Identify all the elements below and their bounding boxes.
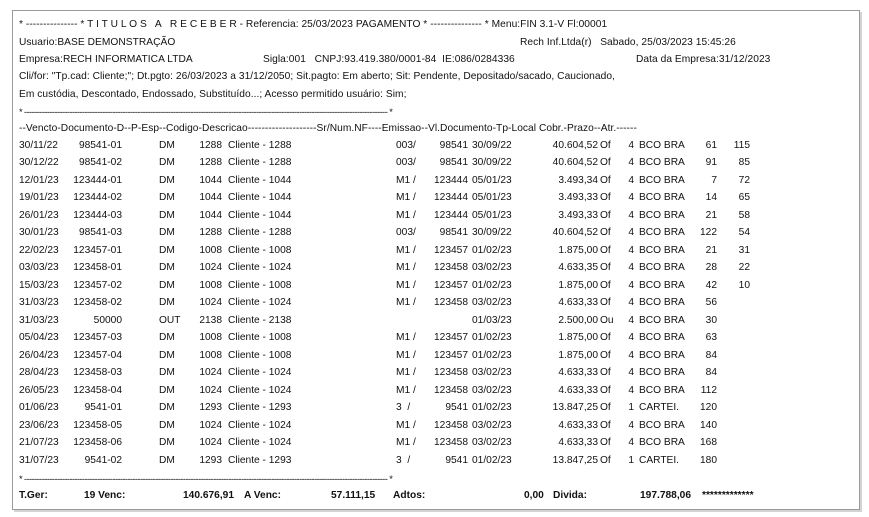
cell-documento: 123458-03 — [73, 367, 122, 379]
cell-local: 4 — [628, 349, 634, 361]
cell-valor: 4.633,33 — [558, 297, 598, 309]
cell-vencto: 05/04/23 — [19, 332, 59, 344]
cell-local: 4 — [628, 419, 634, 431]
cell-num-nf: 123457 — [434, 279, 468, 291]
cell-tipo: Of — [600, 262, 611, 274]
cell-documento: 123458-05 — [73, 419, 122, 431]
filter-line-1: Cli/for: "Tp.cad: Cliente;"; Dt.pgto: 26/03/2023 a 31/12/2050; Sit.pagto: Em aberto; Sit: Pendente, Depositado/sacado, Caucionado, — [19, 71, 615, 82]
cell-especie: DM — [159, 384, 175, 396]
cell-prazo: 21 — [705, 244, 717, 256]
cell-descricao: Cliente - 1288 — [228, 140, 292, 151]
cell-serie: M1 / — [396, 262, 416, 274]
cell-local: 4 — [628, 174, 634, 186]
cell-vencto: 21/07/23 — [19, 437, 59, 449]
cell-codigo: 1288 — [199, 140, 222, 151]
cell-atraso: 115 — [733, 140, 750, 151]
cell-emissao: 01/02/23 — [472, 349, 512, 361]
cell-atraso: 31 — [738, 244, 750, 256]
table-row — [0, 294, 869, 311]
cell-vencto: 03/03/23 — [19, 262, 59, 274]
table-row — [0, 189, 869, 206]
cell-especie: DM — [159, 437, 175, 449]
cell-num-nf: 123444 — [434, 209, 468, 221]
cell-serie: 003/ — [396, 227, 416, 239]
cell-especie: DM — [159, 140, 175, 151]
cell-cobranca: BCO BRA — [639, 209, 685, 221]
cell-vencto: 30/12/22 — [19, 157, 59, 169]
separator-top: * ------------------------------------------------------------------------------------------------------------------------------------------------ * — [19, 106, 393, 117]
cell-local: 4 — [628, 157, 634, 169]
cell-tipo: Ou — [600, 314, 614, 326]
cell-cobranca: BCO BRA — [639, 192, 685, 204]
cell-tipo: Of — [600, 297, 611, 309]
cell-codigo: 1044 — [199, 192, 222, 204]
cell-serie: M1 / — [396, 332, 416, 344]
cell-emissao: 30/09/22 — [472, 157, 512, 169]
cell-serie: M1 / — [396, 297, 416, 309]
cell-emissao: 05/01/23 — [472, 192, 512, 204]
cell-documento: 123444-03 — [73, 209, 122, 221]
cell-atraso: 85 — [738, 157, 750, 169]
totals-row — [0, 487, 869, 504]
cell-atraso: 54 — [738, 227, 750, 239]
cell-num-nf: 123457 — [434, 244, 468, 256]
cell-valor: 13.847,25 — [552, 402, 598, 414]
cell-descricao: Cliente - 1293 — [228, 402, 292, 414]
cell-cobranca: BCO BRA — [639, 437, 685, 449]
cell-serie: 003/ — [396, 157, 416, 169]
separator-bottom: * ------------------------------------------------------------------------------------------------------------------------------------------------ * — [19, 473, 393, 484]
adtos-label: Adtos: — [393, 490, 426, 501]
cell-prazo: 56 — [705, 297, 717, 309]
cell-cobranca: BCO BRA — [639, 297, 685, 309]
cell-serie: M1 / — [396, 209, 416, 221]
cell-cobranca: BCO BRA — [639, 314, 685, 326]
cell-codigo: 1024 — [199, 384, 222, 396]
cell-cobranca: BCO BRA — [639, 367, 685, 379]
cell-cobranca: BCO BRA — [639, 384, 685, 396]
cell-prazo: 63 — [705, 332, 717, 344]
venc-count: 19 Venc: — [84, 490, 126, 501]
cell-codigo: 1024 — [199, 437, 222, 449]
filter-line-2: Em custódia, Descontado, Endossado, Substituído...; Acesso permitido usuário: Sim; — [19, 89, 407, 100]
cell-tipo: Of — [600, 192, 611, 204]
cell-num-nf: 123444 — [434, 174, 468, 186]
cell-local: 4 — [628, 262, 634, 274]
avenc-value: 57.111,15 — [331, 490, 376, 501]
cell-valor: 1.875,00 — [558, 279, 598, 291]
cell-codigo: 1044 — [199, 209, 222, 221]
divida-label: Divida: — [553, 490, 587, 501]
table-row — [0, 172, 869, 189]
cell-serie: 003/ — [396, 140, 416, 151]
sigla-cnpj-ie: Sigla:001 CNPJ:93.419.380/0001-84 IE:086/0284336 — [263, 54, 515, 65]
cell-serie: M1 / — [396, 437, 416, 449]
cell-prazo: 14 — [705, 192, 717, 204]
cell-codigo: 1288 — [199, 157, 222, 169]
table-row — [0, 329, 869, 346]
total-label: T.Ger: — [19, 490, 48, 501]
cell-descricao: Cliente - 1024 — [228, 297, 292, 309]
cell-documento: 123457-03 — [73, 332, 122, 344]
table-row — [0, 399, 869, 416]
cell-emissao: 03/02/23 — [472, 262, 512, 274]
cell-codigo: 1024 — [199, 367, 222, 379]
cell-emissao: 05/01/23 — [472, 209, 512, 221]
cell-local: 4 — [628, 297, 634, 309]
cell-emissao: 03/02/23 — [472, 367, 512, 379]
cell-valor: 40.604,52 — [552, 157, 598, 169]
cell-documento: 98541-02 — [78, 157, 122, 169]
divida-value: 197.788,06 — [640, 490, 691, 501]
cell-prazo: 140 — [700, 419, 717, 431]
cell-vencto: 31/03/23 — [19, 314, 59, 326]
cell-valor: 4.633,33 — [558, 419, 598, 431]
cell-documento: 123458-06 — [73, 437, 122, 449]
cell-vencto: 26/05/23 — [19, 384, 59, 396]
venc-value: 140.676,91 — [183, 490, 234, 501]
cell-descricao: Cliente - 1024 — [228, 384, 292, 396]
cell-especie: DM — [159, 244, 175, 256]
cell-prazo: 180 — [700, 454, 717, 466]
cell-serie: 3 / — [396, 402, 411, 414]
cell-vencto: 01/06/23 — [19, 402, 59, 414]
cell-especie: DM — [159, 279, 175, 291]
cell-local: 4 — [628, 227, 634, 239]
cell-num-nf: 123458 — [434, 262, 468, 274]
cell-documento: 9541-02 — [84, 454, 122, 466]
cell-especie: DM — [159, 332, 175, 344]
cell-especie: DM — [159, 192, 175, 204]
cell-especie: DM — [159, 174, 175, 186]
cell-local: 4 — [628, 279, 634, 291]
cell-descricao: Cliente - 1008 — [228, 244, 292, 256]
cell-num-nf: 123458 — [434, 437, 468, 449]
cell-atraso: 22 — [738, 262, 750, 274]
cell-tipo: Of — [600, 157, 611, 169]
cell-valor: 4.633,33 — [558, 384, 598, 396]
cell-valor: 4.633,33 — [558, 437, 598, 449]
cell-prazo: 122 — [700, 227, 717, 239]
cell-especie: DM — [159, 262, 175, 274]
table-row — [0, 224, 869, 241]
cell-local: 4 — [628, 384, 634, 396]
cell-vencto: 31/03/23 — [19, 297, 59, 309]
cell-valor: 3.493,33 — [558, 192, 598, 204]
cell-vencto: 31/07/23 — [19, 454, 59, 466]
cell-local: 1 — [628, 402, 634, 414]
cell-documento: 98541-03 — [78, 227, 122, 239]
cell-tipo: Of — [600, 454, 611, 466]
cell-num-nf: 123458 — [434, 297, 468, 309]
table-row — [0, 207, 869, 224]
cell-especie: DM — [159, 157, 175, 169]
cell-valor: 40.604,52 — [552, 140, 598, 151]
cell-vencto: 26/04/23 — [19, 349, 59, 361]
cell-valor: 4.633,35 — [558, 262, 598, 274]
cell-num-nf: 123444 — [434, 192, 468, 204]
cell-emissao: 01/02/23 — [472, 402, 512, 414]
cell-descricao: Cliente - 1044 — [228, 174, 292, 186]
table-row — [0, 259, 869, 276]
cell-serie: 3 / — [396, 454, 411, 466]
cell-emissao: 03/02/23 — [472, 437, 512, 449]
cell-vencto: 12/01/23 — [19, 174, 59, 186]
cell-descricao: Cliente - 1288 — [228, 227, 292, 239]
cell-descricao: Cliente - 1024 — [228, 419, 292, 431]
cell-emissao: 01/03/23 — [472, 314, 512, 326]
cell-num-nf: 123458 — [434, 384, 468, 396]
cell-valor: 2.500,00 — [558, 314, 598, 326]
cell-valor: 4.633,33 — [558, 367, 598, 379]
table-row — [0, 242, 869, 259]
table-row — [0, 417, 869, 434]
cell-cobranca: BCO BRA — [639, 349, 685, 361]
table-row — [0, 452, 869, 469]
report-title-line: * --------------- * T I T U L O S A R E C E B E R - Referencia: 25/03/2023 PAGAMENTO * --------------- * Menu:FIN 3.1-V Fl:00001 — [19, 19, 608, 30]
cell-codigo: 1293 — [199, 454, 222, 466]
cell-prazo: 91 — [705, 157, 717, 169]
cell-codigo: 1293 — [199, 402, 222, 414]
cell-documento: 123457-04 — [73, 349, 122, 361]
cell-documento: 123458-01 — [73, 262, 122, 274]
table-row — [0, 137, 869, 154]
cell-documento: 123457-01 — [73, 244, 122, 256]
cell-prazo: 7 — [711, 174, 717, 186]
cell-vencto: 15/03/23 — [19, 279, 59, 291]
cell-local: 4 — [628, 314, 634, 326]
cell-especie: DM — [159, 227, 175, 239]
cell-local: 4 — [628, 367, 634, 379]
cell-cobranca: BCO BRA — [639, 332, 685, 344]
cell-num-nf: 123458 — [434, 367, 468, 379]
table-row — [0, 312, 869, 329]
cell-tipo: Of — [600, 279, 611, 291]
cell-vencto: 26/01/23 — [19, 209, 59, 221]
cell-documento: 123458-04 — [73, 384, 122, 396]
cell-cobranca: BCO BRA — [639, 140, 685, 151]
cell-emissao: 03/02/23 — [472, 419, 512, 431]
cell-documento: 50000 — [93, 314, 122, 326]
cell-tipo: Of — [600, 332, 611, 344]
cell-prazo: 30 — [705, 314, 717, 326]
cell-tipo: Of — [600, 174, 611, 186]
cell-atraso: 72 — [738, 174, 750, 186]
cell-local: 4 — [628, 192, 634, 204]
cell-serie: M1 / — [396, 367, 416, 379]
cell-valor: 3.493,33 — [558, 209, 598, 221]
cell-local: 4 — [628, 140, 634, 151]
cell-emissao: 01/02/23 — [472, 244, 512, 256]
cell-emissao: 05/01/23 — [472, 174, 512, 186]
cell-codigo: 1024 — [199, 419, 222, 431]
cell-prazo: 112 — [700, 384, 717, 396]
cell-local: 1 — [628, 454, 634, 466]
cell-atraso: 65 — [738, 192, 750, 204]
cell-especie: DM — [159, 367, 175, 379]
cell-num-nf: 9541 — [445, 402, 468, 414]
cell-tipo: Of — [600, 384, 611, 396]
cell-descricao: Cliente - 1024 — [228, 367, 292, 379]
cell-cobranca: BCO BRA — [639, 279, 685, 291]
cell-descricao: Cliente - 1008 — [228, 349, 292, 361]
cell-cobranca: BCO BRA — [639, 157, 685, 169]
cell-valor: 40.604,52 — [552, 227, 598, 239]
cell-valor: 13.847,25 — [552, 454, 598, 466]
cell-descricao: Cliente - 1293 — [228, 454, 292, 466]
cell-documento: 98541-01 — [78, 140, 122, 151]
cell-descricao: Cliente - 1008 — [228, 332, 292, 344]
cell-tipo: Of — [600, 349, 611, 361]
cell-descricao: Cliente - 1024 — [228, 262, 292, 274]
company-line: Empresa:RECH INFORMATICA LTDA — [19, 54, 193, 65]
cell-descricao: Cliente - 1008 — [228, 279, 292, 291]
cell-local: 4 — [628, 244, 634, 256]
cell-documento: 123444-01 — [73, 174, 122, 186]
cell-tipo: Of — [600, 140, 611, 151]
cell-cobranca: BCO BRA — [639, 419, 685, 431]
cell-vencto: 23/06/23 — [19, 419, 59, 431]
cell-serie: M1 / — [396, 244, 416, 256]
cell-vencto: 28/04/23 — [19, 367, 59, 379]
cell-tipo: Of — [600, 402, 611, 414]
cell-codigo: 1024 — [199, 297, 222, 309]
cell-especie: DM — [159, 419, 175, 431]
cell-cobranca: BCO BRA — [639, 227, 685, 239]
cell-valor: 1.875,00 — [558, 349, 598, 361]
cell-cobranca: BCO BRA — [639, 244, 685, 256]
cell-especie: DM — [159, 454, 175, 466]
cell-documento: 123458-02 — [73, 297, 122, 309]
cell-descricao: Cliente - 2138 — [228, 314, 292, 326]
cell-emissao: 30/09/22 — [472, 227, 512, 239]
cell-serie: M1 / — [396, 174, 416, 186]
adtos-value: 0,00 — [524, 490, 544, 501]
cell-descricao: Cliente - 1044 — [228, 209, 292, 221]
cell-prazo: 84 — [705, 349, 717, 361]
table-row — [0, 154, 869, 171]
cell-emissao: 01/02/23 — [472, 332, 512, 344]
cell-prazo: 84 — [705, 367, 717, 379]
cell-serie: M1 / — [396, 419, 416, 431]
company-datetime: Rech Inf.Ltda(r) Sabado, 25/03/2023 15:45:26 — [520, 37, 736, 48]
table-row — [0, 364, 869, 381]
table-row — [0, 347, 869, 364]
cell-num-nf: 98541 — [439, 140, 468, 151]
cell-documento: 123444-02 — [73, 192, 122, 204]
cell-vencto: 22/02/23 — [19, 244, 59, 256]
cell-especie: OUT — [159, 314, 181, 326]
cell-emissao: 01/02/23 — [472, 279, 512, 291]
cell-tipo: Of — [600, 227, 611, 239]
cell-valor: 1.875,00 — [558, 244, 598, 256]
cell-cobranca: BCO BRA — [639, 174, 685, 186]
cell-num-nf: 123458 — [434, 419, 468, 431]
cell-codigo: 1008 — [199, 279, 222, 291]
cell-cobranca: BCO BRA — [639, 262, 685, 274]
cell-cobranca: CARTEI. — [639, 402, 680, 414]
cell-serie: M1 / — [396, 192, 416, 204]
cell-documento: 9541-01 — [84, 402, 122, 414]
cell-especie: DM — [159, 209, 175, 221]
cell-codigo: 1044 — [199, 174, 222, 186]
cell-especie: DM — [159, 297, 175, 309]
cell-emissao: 30/09/22 — [472, 140, 512, 151]
cell-prazo: 120 — [700, 402, 717, 414]
cell-valor: 1.875,00 — [558, 332, 598, 344]
cell-num-nf: 123457 — [434, 332, 468, 344]
cell-emissao: 03/02/23 — [472, 384, 512, 396]
cell-vencto: 30/11/22 — [19, 140, 58, 151]
cell-local: 4 — [628, 437, 634, 449]
cell-atraso: 10 — [738, 279, 750, 291]
table-row — [0, 434, 869, 451]
user-line: Usuario:BASE DEMONSTRAÇÃO — [19, 37, 176, 48]
cell-prazo: 42 — [705, 279, 717, 291]
cell-tipo: Of — [600, 209, 611, 221]
cell-local: 4 — [628, 209, 634, 221]
cell-codigo: 1288 — [199, 227, 222, 239]
cell-serie: M1 / — [396, 279, 416, 291]
cell-atraso: 58 — [738, 209, 750, 221]
cell-documento: 123457-02 — [73, 279, 122, 291]
cell-descricao: Cliente - 1024 — [228, 437, 292, 449]
cell-num-nf: 98541 — [439, 227, 468, 239]
cell-codigo: 1008 — [199, 349, 222, 361]
cell-num-nf: 9541 — [445, 454, 468, 466]
cell-codigo: 2138 — [199, 314, 222, 326]
avenc-label: A Venc: — [244, 490, 281, 501]
cell-descricao: Cliente - 1044 — [228, 192, 292, 204]
cell-local: 4 — [628, 332, 634, 344]
cell-prazo: 21 — [705, 209, 717, 221]
cell-prazo: 28 — [705, 262, 717, 274]
cell-emissao: 03/02/23 — [472, 297, 512, 309]
table-row — [0, 382, 869, 399]
cell-codigo: 1008 — [199, 332, 222, 344]
cell-num-nf: 123457 — [434, 349, 468, 361]
cell-descricao: Cliente - 1288 — [228, 157, 292, 169]
company-date: Data da Empresa:31/12/2023 — [636, 54, 771, 65]
cell-prazo: 168 — [700, 437, 717, 449]
cell-vencto: 19/01/23 — [19, 192, 59, 204]
cell-codigo: 1024 — [199, 262, 222, 274]
cell-vencto: 30/01/23 — [19, 227, 59, 239]
cell-tipo: Of — [600, 367, 611, 379]
cell-serie: M1 / — [396, 349, 416, 361]
table-row — [0, 277, 869, 294]
cell-cobranca: CARTEI. — [639, 454, 680, 466]
cell-tipo: Of — [600, 437, 611, 449]
total-stars: ************* — [702, 490, 754, 501]
cell-tipo: Of — [600, 244, 611, 256]
cell-emissao: 01/02/23 — [472, 454, 512, 466]
cell-serie: M1 / — [396, 384, 416, 396]
cell-num-nf: 98541 — [439, 157, 468, 169]
cell-codigo: 1008 — [199, 244, 222, 256]
cell-prazo: 61 — [705, 140, 717, 151]
column-header: --Vencto-Documento-D--P-Esp--Codigo-Descricao--------------------Sr/Num.NF----Emissao--Vl.Documento-Tp-Local Cobr.-Prazo--Atr.------ — [19, 123, 637, 134]
cell-especie: DM — [159, 349, 175, 361]
cell-especie: DM — [159, 402, 175, 414]
cell-tipo: Of — [600, 419, 611, 431]
cell-valor: 3.493,34 — [558, 174, 598, 186]
